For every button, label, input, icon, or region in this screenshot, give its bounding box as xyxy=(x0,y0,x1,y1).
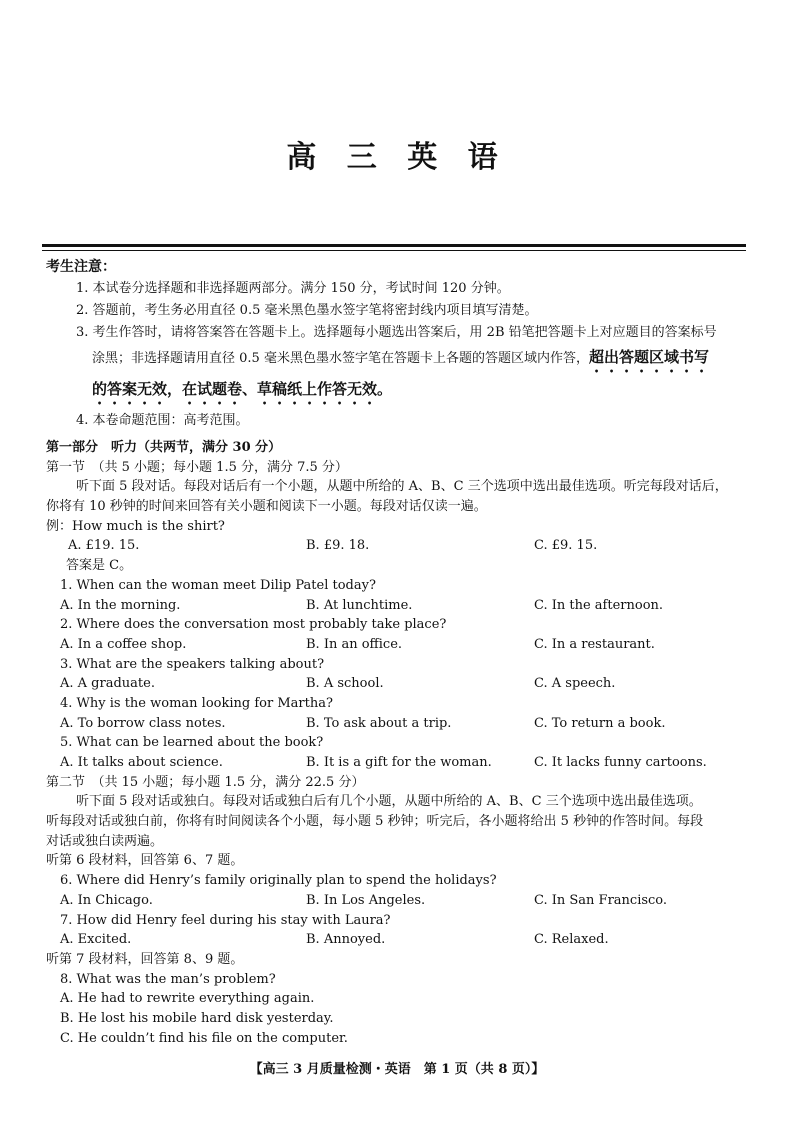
question-5: 5. What can be learned about the book? xyxy=(60,735,324,751)
section1-instructions-b xyxy=(46,497,750,517)
question-8: 8. What was the man’s problem? xyxy=(60,971,276,987)
question-2-options xyxy=(46,635,750,655)
part1-heading: 第一部分 听力（共两节，满分 30 分） xyxy=(46,440,282,455)
question-3-option-b: B. A school. xyxy=(306,676,384,692)
material-7-heading: 听第 7 段材料，回答第 8、9 题。 xyxy=(46,951,244,967)
question-2-option-a: A. In a coffee shop. xyxy=(60,636,187,652)
section2-heading: 第二节 （共 15 小题；每小题 1.5 分，满分 22.5 分） xyxy=(46,774,365,790)
page-footer: 【高三 3 月质量检测・英语 第 1 页（共 8 页）】 xyxy=(249,1062,545,1077)
question-5-options xyxy=(46,753,750,773)
example-answer: 答案是 C。 xyxy=(66,558,133,574)
material-6-heading: 听第 6 段材料，回答第 6、7 题。 xyxy=(46,853,244,869)
question-2: 2. Where does the conversation most probably take place? xyxy=(60,617,447,633)
example-option-c: C. £9. 15. xyxy=(534,538,598,554)
question-3-option-c: C. A speech. xyxy=(534,676,616,692)
notes-item-3-line-b xyxy=(46,344,746,376)
question-4-option-a: A. To borrow class notes. xyxy=(60,715,226,731)
section1-heading: 第一节 （共 5 小题；每小题 1.5 分，满分 7.5 分） xyxy=(46,459,348,475)
notes-item-2: 2. 答题前，考生务必用直径 0.5 毫米黑色墨水签字笔将密封线内项目填写清楚。 xyxy=(76,303,538,318)
header-divider-thick xyxy=(42,244,746,247)
question-3-option-a: A. A graduate. xyxy=(60,676,155,692)
listening-part xyxy=(46,438,750,1048)
question-6-option-c: C. In San Francisco. xyxy=(534,892,668,908)
section2-instructions-b: 听每段对话或独白前，你将有时间阅读各个小题，每小题 5 秒钟；听完后，各小题将给出 5 秒钟的作答时间。每段 xyxy=(46,814,704,830)
section1-instructions-a: 听下面 5 段对话。每段对话后有一个小题，从题中所给的 A、B、C 三个选项中选出最佳选项。听完每段对话后， xyxy=(76,479,728,495)
example-option-a: A. £19. 15. xyxy=(68,538,140,554)
question-1-option-c: C. In the afternoon. xyxy=(534,597,664,613)
section2-instructions-a: 听下面 5 段对话或独白。每段对话或独白后有几个小题，从题中所给的 A、B、C 三个选项中选出最佳选项。 xyxy=(76,794,702,810)
question-4-option-b: B. To ask about a trip. xyxy=(306,715,452,731)
example-option-b: B. £9. 18. xyxy=(306,538,370,554)
section2-instructions-c: 对话或独白读两遍。 xyxy=(46,833,164,849)
question-7-option-b: B. Annoyed. xyxy=(306,932,386,948)
section1-instructions-b-text: 你将有 10 秒钟的时间来回答有关小题和阅读下一小题。每段对话仅读一遍。 xyxy=(46,499,487,515)
question-8-option-b: B. He lost his mobile hard disk yesterday. xyxy=(60,1010,334,1026)
question-2-option-b: B. In an office. xyxy=(306,636,403,652)
question-4-options xyxy=(46,714,750,734)
question-7-option-c: C. Relaxed. xyxy=(534,932,609,948)
question-7-options xyxy=(46,930,750,950)
notes-item-3-line-a: 3. 考生作答时，请将答案答在答题卡上。选择题每小题选出答案后，用 2B 铅笔把答题卡上对应题目的答案标号 xyxy=(76,325,717,340)
question-3: 3. What are the speakers talking about? xyxy=(60,656,325,672)
question-8-option-c: C. He couldn’t find his file on the computer. xyxy=(60,1030,348,1046)
notes-item-3-text: 涂黑；非选择题请用直径 0.5 毫米黑色墨水签字笔在答题卡上各题的答题区域内作答， xyxy=(92,351,589,366)
question-5-option-b: B. It is a gift for the woman. xyxy=(306,755,492,770)
question-7-option-a: A. Excited. xyxy=(60,932,132,948)
question-4-option-c: C. To return a book. xyxy=(534,715,666,731)
example-options xyxy=(46,536,750,556)
question-6-options xyxy=(46,891,750,911)
question-1: 1. When can the woman meet Dilip Patel today? xyxy=(60,577,376,593)
question-3-options xyxy=(46,674,750,694)
notes-item-3-emphasis-1: 超出答题区域书写 xyxy=(588,348,709,366)
question-4: 4. Why is the woman looking for Martha? xyxy=(60,695,333,711)
notes-item-1: 1. 本试卷分选择题和非选择题两部分。满分 150 分，考试时间 120 分钟。 xyxy=(76,281,510,296)
question-5-option-c: C. It lacks funny cartoons. xyxy=(534,755,707,770)
question-6-option-b: B. In Los Angeles. xyxy=(306,892,426,908)
question-6-option-a: A. In Chicago. xyxy=(60,892,153,908)
question-6: 6. Where did Henry’s family originally plan to spend the holidays? xyxy=(60,873,497,889)
notes-item-3-emphasis-2: 的答案无效，在试题卷、草稿纸上作答无效。 xyxy=(92,380,393,398)
notes-heading: 考生注意： xyxy=(46,259,116,275)
question-8-option-a: A. He had to rewrite everything again. xyxy=(60,991,315,1007)
notes-item-4: 4. 本卷命题范围：高考范围。 xyxy=(76,413,249,428)
question-2-option-c: C. In a restaurant. xyxy=(534,636,655,652)
exam-notes xyxy=(46,256,746,432)
question-1-options xyxy=(46,596,750,616)
question-1-option-b: B. At lunchtime. xyxy=(306,597,413,613)
question-7: 7. How did Henry feel during his stay with Laura? xyxy=(60,912,391,928)
question-1-option-a: A. In the morning. xyxy=(60,597,181,613)
notes-item-3-line-c xyxy=(46,376,746,408)
question-5-option-a: A. It talks about science. xyxy=(60,755,223,770)
header-divider-thin xyxy=(42,250,746,251)
example-question: 例：How much is the shirt? xyxy=(46,518,225,534)
page-title: 高 三 英 语 xyxy=(286,140,508,175)
